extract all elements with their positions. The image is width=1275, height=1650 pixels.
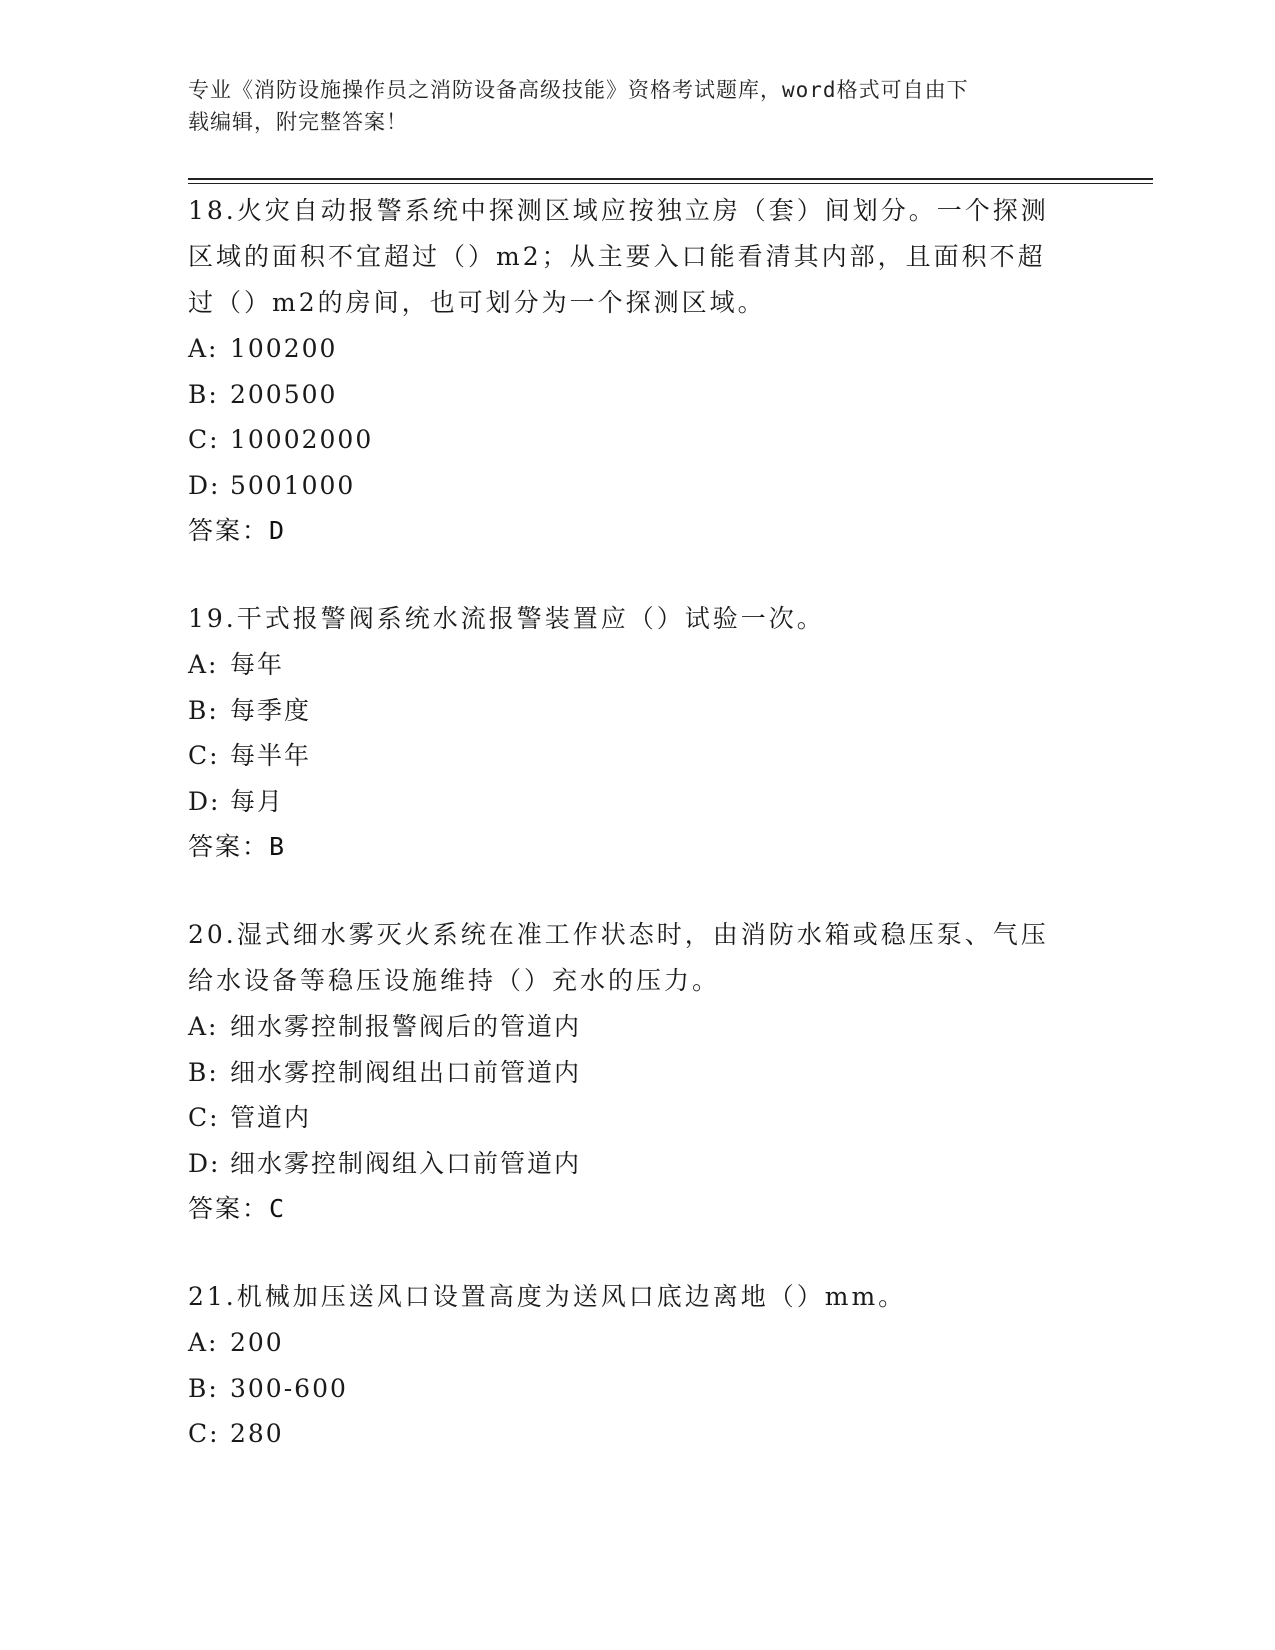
option-label: B: xyxy=(188,695,219,725)
header-divider-thin xyxy=(188,183,1153,184)
option-text: 300-600 xyxy=(230,1373,348,1403)
answer-line: 答案：D xyxy=(188,516,287,545)
option-a xyxy=(188,642,1078,688)
option-label: C: xyxy=(188,741,220,770)
question-stem-line: 19.干式报警阀系统水流报警装置应（）试验一次。 xyxy=(188,604,825,633)
option-label: C: xyxy=(188,425,220,454)
question-list xyxy=(188,188,1078,1499)
option-label: D: xyxy=(188,1148,221,1178)
header-line-1: 专业《消防设施操作员之消防设备高级技能》资格考试题库，word格式可自由下 xyxy=(188,78,969,102)
option-label: A: xyxy=(188,1328,219,1357)
option-text: 细水雾控制报警阀后的管道内 xyxy=(230,1012,582,1041)
question-stem-line: 给水设备等稳压设施维持（）充水的压力。 xyxy=(188,966,721,995)
question-stem-line: 过（）m2的房间，也可划分为一个探测区域。 xyxy=(188,288,766,317)
option-text: 细水雾控制阀组入口前管道内 xyxy=(230,1148,582,1178)
option-label: B: xyxy=(188,1373,219,1403)
option-b xyxy=(188,1366,1078,1412)
option-label: C: xyxy=(188,1419,220,1448)
option-a xyxy=(188,1004,1078,1050)
option-text: 每月 xyxy=(230,786,285,816)
option-text: 每季度 xyxy=(230,695,312,725)
option-text: 200 xyxy=(230,1328,284,1357)
option-label: B: xyxy=(188,379,219,409)
option-a xyxy=(188,1320,1078,1366)
question-20 xyxy=(188,912,1078,1232)
header-divider-thick xyxy=(188,178,1153,180)
option-a xyxy=(188,326,1078,372)
question-21 xyxy=(188,1274,1078,1457)
option-label: A: xyxy=(188,1012,219,1041)
option-text: 细水雾控制阀组出口前管道内 xyxy=(230,1057,582,1087)
option-label: C: xyxy=(188,1103,220,1132)
option-label: A: xyxy=(188,650,219,679)
question-stem-line: 区域的面积不宜超过（）m2；从主要入口能看清其内部，且面积不超 xyxy=(188,242,1046,271)
option-b xyxy=(188,688,1078,734)
question-stem-line: 18.火灾自动报警系统中探测区域应按独立房（套）间划分。一个探测 xyxy=(188,196,1049,225)
answer-line: 答案：B xyxy=(188,832,287,861)
question-stem-line: 21.机械加压送风口设置高度为送风口底边离地（）mm。 xyxy=(188,1282,907,1311)
option-text: 每年 xyxy=(230,650,285,679)
question-stem-line: 20.湿式细水雾灭火系统在准工作状态时，由消防水箱或稳压泵、气压 xyxy=(188,920,1049,949)
option-text: 10002000 xyxy=(230,425,374,454)
option-text: 280 xyxy=(230,1419,284,1448)
option-d xyxy=(188,463,1078,509)
option-c xyxy=(188,1411,1078,1457)
option-label: B: xyxy=(188,1057,219,1087)
option-d xyxy=(188,779,1078,825)
document-header xyxy=(188,74,1068,138)
answer-line: 答案：C xyxy=(188,1194,287,1223)
option-label: A: xyxy=(188,334,219,363)
option-text: 管道内 xyxy=(230,1103,312,1132)
option-text: 每半年 xyxy=(230,741,312,770)
option-c xyxy=(188,733,1078,779)
option-c xyxy=(188,1095,1078,1141)
option-c xyxy=(188,417,1078,463)
option-b xyxy=(188,372,1078,418)
option-label: D: xyxy=(188,470,221,500)
option-text: 200500 xyxy=(230,379,338,409)
header-line-2: 载编辑，附完整答案！ xyxy=(188,110,408,134)
question-18 xyxy=(188,188,1078,554)
question-19 xyxy=(188,596,1078,870)
option-text: 100200 xyxy=(230,334,338,363)
option-label: D: xyxy=(188,786,221,816)
option-b xyxy=(188,1050,1078,1096)
option-d xyxy=(188,1141,1078,1187)
option-text: 5001000 xyxy=(230,470,356,500)
